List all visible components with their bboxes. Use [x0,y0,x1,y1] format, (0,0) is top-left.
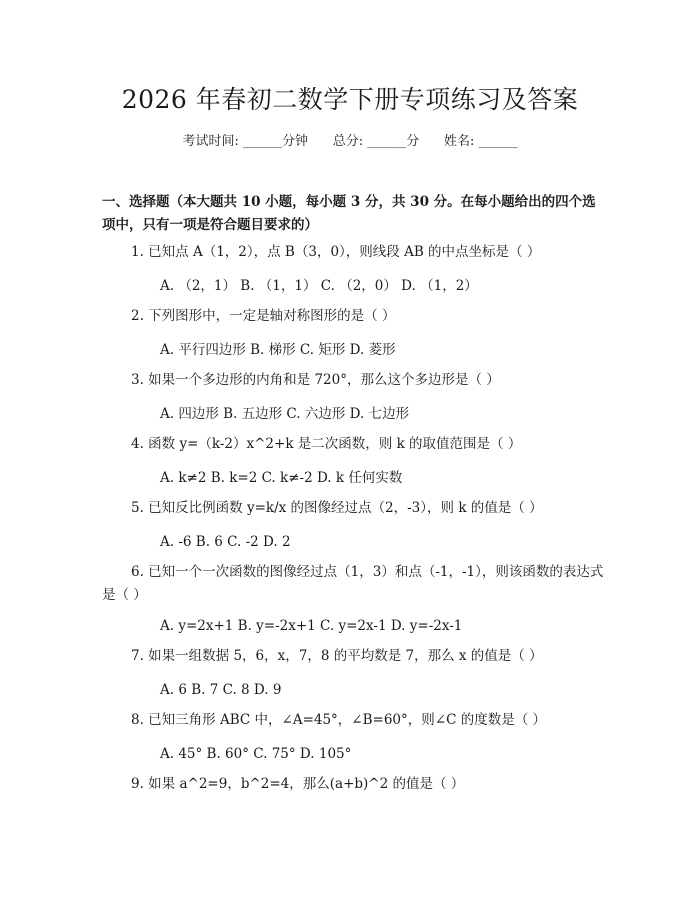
question-7: 7. 如果一组数据 5，6，x，7，8 的平均数是 7，那么 x 的值是（ ） [131,648,543,664]
exam-info-line: 考试时间: ______分钟 总分: ______分 姓名: ______ [182,134,518,149]
question-1-options: A. （2，1） B. （1，1） C. （2，0） D. （1，2） [160,278,478,294]
question-2-options: A. 平行四边形 B. 梯形 C. 矩形 D. 菱形 [160,342,396,358]
question-9: 9. 如果 a^2=9，b^2=4，那么(a+b)^2 的值是（ ） [131,776,465,792]
question-7-options: A. 6 B. 7 C. 8 D. 9 [160,682,282,698]
question-1: 1. 已知点 A（1，2），点 B（3，0），则线段 AB 的中点坐标是（ ） [131,244,541,260]
question-8-options: A. 45° B. 60° C. 75° D. 105° [160,746,352,762]
question-4: 4. 函数 y=（k-2）x^2+k 是二次函数，则 k 的取值范围是（ ） [131,436,522,452]
question-6: 6. 已知一个一次函数的图像经过点（1，3）和点（-1，-1），则该函数的表达式是（ ） [102,564,604,603]
section-heading: 一、选择题（本大题共 10 小题，每小题 3 分，共 30 分。在每小题给出的四个选项中，只有一项是符合题目要求的） [102,194,596,233]
question-8: 8. 已知三角形 ABC 中，∠A=45°，∠B=60°，则∠C 的度数是（ ） [131,712,546,728]
question-5-options: A. -6 B. 6 C. -2 D. 2 [160,534,291,550]
question-5: 5. 已知反比例函数 y=k/x 的图像经过点（2，-3），则 k 的值是（ ） [131,500,543,516]
question-4-options: A. k≠2 B. k=2 C. k≠-2 D. k 任何实数 [160,470,403,486]
question-2: 2. 下列图形中，一定是轴对称图形的是（ ） [131,308,396,324]
question-6-options: A. y=2x+1 B. y=-2x+1 C. y=2x-1 D. y=-2x-1 [160,618,463,634]
question-3: 3. 如果一个多边形的内角和是 720°，那么这个多边形是（ ） [131,372,500,388]
question-3-options: A. 四边形 B. 五边形 C. 六边形 D. 七边形 [160,406,410,422]
page-title: 2026 年春初二数学下册专项练习及答案 [121,85,579,114]
